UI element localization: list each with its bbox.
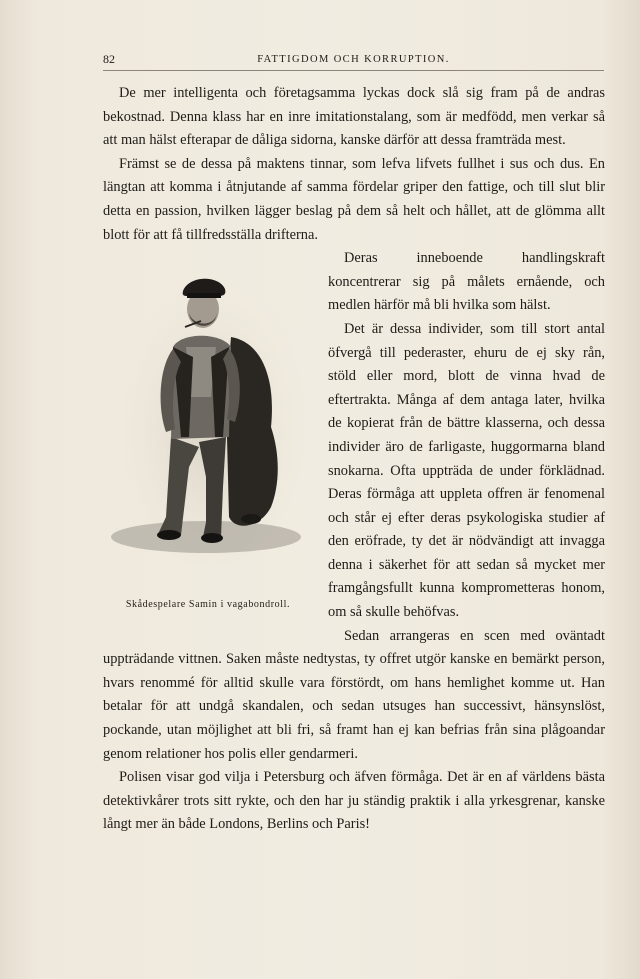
figure-caption: Skådespelare Samin i vagabondroll. xyxy=(125,599,291,611)
vagabond-photo xyxy=(111,247,311,567)
page-number: 82 xyxy=(103,52,115,66)
paragraph: Det är dessa individer, som till stort antal öfvergå till pederaster, ehuru de ej sky rån, stöld eller mord, blott de vinna hvad de eftertrakta. Många af dem antaga later, hvilka de kopierat från de bättre klasserna, och dessa individer äro de farligaste, huggormarna bland snokarna. Ofta uppträda de under förklädnad. Deras förmåga att uppleta offren är fenomenal och står ej efter deras psykologiska studier af den eröfrade, ty det är nödvändigt att invagga denna i säkerhet för att sedan så mycket mer framgångsfullt kunna komprometteras honom, om så skulle behöfvas. xyxy=(328,320,605,621)
paragraph: Sedan arrangeras en scen med oväntadt uppträdande vittnen. Saken måste nedtystas, ty offret utgör kanske en bemärkt person, hvars renommé för alltid skulle vara förstördt, om hans hemlighet komme ut. Han betalar för att undgå skandalen, och sedan utsuges han successivt, hänsynslöst, pockande, utan möjlighet att bli fri, så framt han ej kan befrias från sina plågoandar genom relationer hos polis eller gendarmeri. xyxy=(103,627,605,762)
paragraph: Polisen visar god vilja i Petersburg och äfven förmåga. Det är en af världens bästa detektivkårer trots sitt rykte, och den har ju ständig praktik i alla yrkesgrenar, kanske långt mer än både Londons, Berlins och Paris! xyxy=(103,769,605,833)
figure xyxy=(103,247,318,647)
page-header xyxy=(103,50,604,71)
paragraph: Deras inneboende handlingskraft koncentrerar sig på målets ernående, och medlen härför må bli hvilka som hälst. xyxy=(328,250,605,314)
paragraph: De mer intelligenta och företagsamma lyckas dock slå sig fram på de andras bekostnad. Denna klass har en inre imitationstalang, som är medfödd, men verkar så att man hälst efterapar de dåliga sidorna, kanske därför att dessa framträda mest. xyxy=(103,85,605,149)
running-title: FATTIGDOM OCH KORRUPTION. xyxy=(257,54,450,65)
body-text xyxy=(103,82,605,837)
paragraph: Främst se de dessa på maktens tinnar, som lefva lifvets fullhet i sus och dus. En längtan att komma i åtnjutande af samma fördelar griper den fattige, och till slut blir detta en passion, hvilken lägger beslag på dem så helt och hållet, att de glömma allt blott för att få tillfredsställa drifterna. xyxy=(103,155,605,243)
